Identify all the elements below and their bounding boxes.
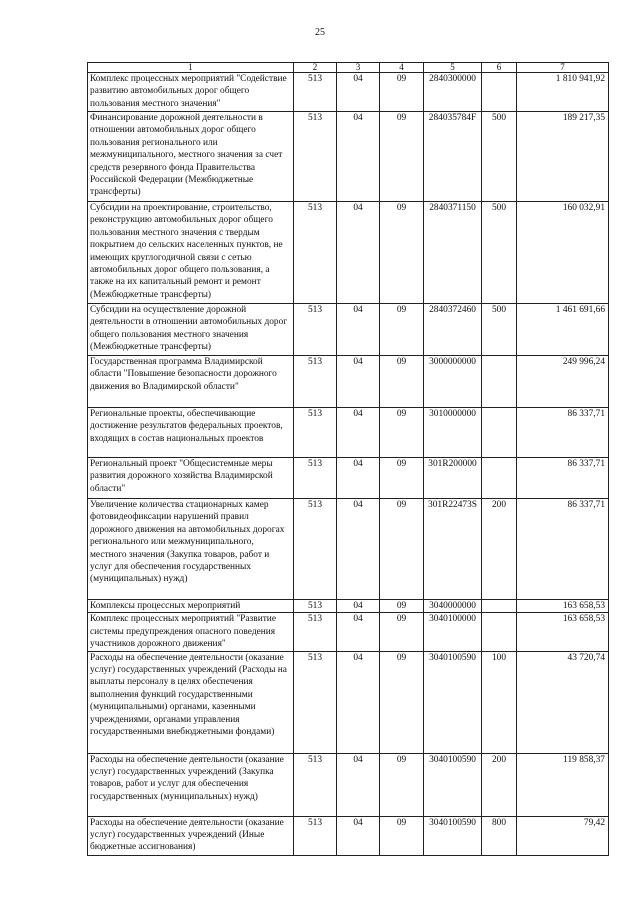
row-target-code: 3040100590 xyxy=(424,816,482,855)
row-name: Увеличение количества стационарных камер фотовидеофиксации нарушений правил дорожного движения на автомобильных дорогах регионального или межмуниципального, местного значения (Закупка товаров, работ и услуг для обеспечения государственных (муниципальных) нужд) xyxy=(88,499,294,600)
row-target-code: 301R22473S xyxy=(424,499,482,600)
row-expense-type xyxy=(482,458,517,499)
row-ministry-code: 513 xyxy=(294,613,337,651)
row-amount: 189 217,35 xyxy=(517,112,609,202)
row-name: Государственная программа Владимирской области "Повышение безопасности дорожного движения во Владимирской области" xyxy=(88,356,294,408)
table-row xyxy=(88,651,609,753)
row-expense-type: 200 xyxy=(482,499,517,600)
row-section-code: 04 xyxy=(337,651,380,753)
row-name: Комплекс процессных мероприятий "Содействие развитию автомобильных дорог общего пользования местного значения" xyxy=(88,73,294,112)
row-expense-type: 800 xyxy=(482,816,517,855)
column-header: 3 xyxy=(337,63,380,73)
table-row xyxy=(88,753,609,816)
row-expense-type: 500 xyxy=(482,304,517,356)
row-expense-type: 500 xyxy=(482,202,517,304)
row-amount: 86 337,71 xyxy=(517,499,609,600)
row-ministry-code: 513 xyxy=(294,816,337,855)
table-row xyxy=(88,356,609,408)
table-row xyxy=(88,613,609,651)
row-target-code: 3040100000 xyxy=(424,613,482,651)
row-amount: 86 337,71 xyxy=(517,458,609,499)
row-target-code: 2840372460 xyxy=(424,304,482,356)
page-number: 25 xyxy=(315,27,325,38)
row-section-code: 04 xyxy=(337,408,380,458)
budget-table xyxy=(87,62,609,856)
table-row xyxy=(88,408,609,458)
row-section-code: 04 xyxy=(337,613,380,651)
row-amount: 1 461 691,66 xyxy=(517,304,609,356)
row-name: Комплексы процессных мероприятий xyxy=(88,600,294,613)
column-header: 2 xyxy=(294,63,337,73)
column-header: 1 xyxy=(88,63,294,73)
row-ministry-code: 513 xyxy=(294,73,337,112)
row-amount: 79,42 xyxy=(517,816,609,855)
table-row xyxy=(88,73,609,112)
row-target-code: 3040100590 xyxy=(424,651,482,753)
row-ministry-code: 513 xyxy=(294,600,337,613)
row-amount: 86 337,71 xyxy=(517,408,609,458)
row-target-code: 2840371150 xyxy=(424,202,482,304)
row-section-code: 04 xyxy=(337,753,380,816)
table-row xyxy=(88,112,609,202)
table-row xyxy=(88,816,609,855)
row-name: Субсидии на осуществление дорожной деятельности в отношении автомобильных дорог общего пользования местного значения (Межбюджетные трансферты) xyxy=(88,304,294,356)
table-row xyxy=(88,600,609,613)
row-expense-type: 200 xyxy=(482,753,517,816)
row-section-code: 04 xyxy=(337,202,380,304)
table-row xyxy=(88,499,609,600)
row-expense-type: 500 xyxy=(482,112,517,202)
row-section-code: 04 xyxy=(337,816,380,855)
row-ministry-code: 513 xyxy=(294,753,337,816)
row-subsection-code: 09 xyxy=(380,753,424,816)
row-name: Расходы на обеспечение деятельности (оказание услуг) государственных учреждений (Иные бюджетные ассигнования) xyxy=(88,816,294,855)
row-amount: 160 032,91 xyxy=(517,202,609,304)
row-target-code: 3000000000 xyxy=(424,356,482,408)
row-section-code: 04 xyxy=(337,499,380,600)
row-subsection-code: 09 xyxy=(380,356,424,408)
row-target-code: 3040000000 xyxy=(424,600,482,613)
row-subsection-code: 09 xyxy=(380,202,424,304)
row-amount: 1 810 941,92 xyxy=(517,73,609,112)
row-name: Расходы на обеспечение деятельности (оказание услуг) государственных учреждений (Закупка товаров, работ и услуг для обеспечения государственных (муниципальных) нужд) xyxy=(88,753,294,816)
row-section-code: 04 xyxy=(337,600,380,613)
row-ministry-code: 513 xyxy=(294,499,337,600)
row-expense-type xyxy=(482,613,517,651)
row-name: Расходы на обеспечение деятельности (оказание услуг) государственных учреждений (Расходы на выплаты персоналу в целях обеспечения выполнения функций государственными (муниципальными) органами, казенными учреждениями, органами управления государственными внебюджетными фондами) xyxy=(88,651,294,753)
row-subsection-code: 09 xyxy=(380,458,424,499)
row-ministry-code: 513 xyxy=(294,458,337,499)
table-header-row xyxy=(88,63,609,73)
column-header: 6 xyxy=(482,63,517,73)
row-section-code: 04 xyxy=(337,112,380,202)
row-expense-type xyxy=(482,408,517,458)
row-subsection-code: 09 xyxy=(380,112,424,202)
row-section-code: 04 xyxy=(337,73,380,112)
row-subsection-code: 09 xyxy=(380,816,424,855)
row-subsection-code: 09 xyxy=(380,408,424,458)
row-section-code: 04 xyxy=(337,356,380,408)
row-ministry-code: 513 xyxy=(294,202,337,304)
row-expense-type: 100 xyxy=(482,651,517,753)
row-amount: 119 858,37 xyxy=(517,753,609,816)
row-ministry-code: 513 xyxy=(294,356,337,408)
column-header: 4 xyxy=(380,63,424,73)
row-section-code: 04 xyxy=(337,458,380,499)
table-row xyxy=(88,458,609,499)
row-expense-type xyxy=(482,356,517,408)
row-subsection-code: 09 xyxy=(380,613,424,651)
row-subsection-code: 09 xyxy=(380,499,424,600)
row-ministry-code: 513 xyxy=(294,304,337,356)
table-row xyxy=(88,304,609,356)
row-expense-type xyxy=(482,600,517,613)
row-section-code: 04 xyxy=(337,304,380,356)
row-amount: 43 720,74 xyxy=(517,651,609,753)
row-name: Субсидии на проектирование, строительство, реконструкцию автомобильных дорог общего пользования местного значения с твердым покрытием до сельских населенных пунктов, не имеющих круглогодичной связи с сетью автомобильных дорог общего пользования, а также на их капитальный ремонт и ремонт (Межбюджетные трансферты) xyxy=(88,202,294,304)
row-name: Региональный проект "Общесистемные меры развития дорожного хозяйства Владимирской области" xyxy=(88,458,294,499)
row-ministry-code: 513 xyxy=(294,408,337,458)
row-subsection-code: 09 xyxy=(380,73,424,112)
row-ministry-code: 513 xyxy=(294,651,337,753)
row-name: Региональные проекты, обеспечивающие достижение результатов федеральных проектов, входящих в состав национальных проектов xyxy=(88,408,294,458)
row-name: Комплекс процессных мероприятий "Развитие системы предупреждения опасного поведения участников дорожного движения" xyxy=(88,613,294,651)
row-subsection-code: 09 xyxy=(380,304,424,356)
row-ministry-code: 513 xyxy=(294,112,337,202)
row-amount: 163 658,53 xyxy=(517,613,609,651)
row-target-code: 301R200000 xyxy=(424,458,482,499)
row-amount: 163 658,53 xyxy=(517,600,609,613)
row-subsection-code: 09 xyxy=(380,651,424,753)
row-target-code: 284035784F xyxy=(424,112,482,202)
table-row xyxy=(88,202,609,304)
column-header: 5 xyxy=(424,63,482,73)
row-expense-type xyxy=(482,73,517,112)
row-target-code: 3010000000 xyxy=(424,408,482,458)
row-target-code: 2840300000 xyxy=(424,73,482,112)
row-target-code: 3040100590 xyxy=(424,753,482,816)
row-name: Финансирование дорожной деятельности в отношении автомобильных дорог общего пользования регионального или межмуниципального, местного значения за счет средств резервного фонда Правительства Российской Федерации (Межбюджетные трансферты) xyxy=(88,112,294,202)
column-header: 7 xyxy=(517,63,609,73)
row-amount: 249 996,24 xyxy=(517,356,609,408)
row-subsection-code: 09 xyxy=(380,600,424,613)
